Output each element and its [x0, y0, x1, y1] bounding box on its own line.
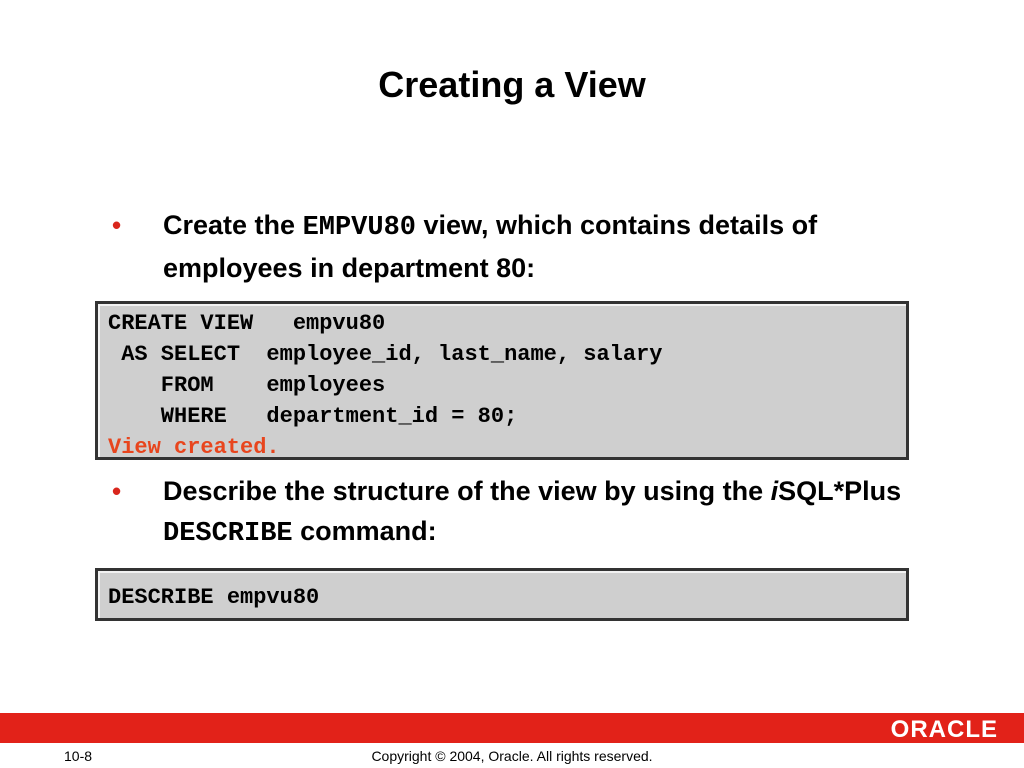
- code-line: AS SELECT employee_id, last_name, salary: [108, 342, 663, 367]
- footer-bar: [0, 713, 1024, 743]
- code-line: CREATE VIEW empvu80: [108, 311, 386, 336]
- slide-title: Creating a View: [378, 64, 646, 105]
- code-block-create-view: [95, 301, 909, 460]
- code-line: FROM employees: [108, 373, 386, 398]
- bullet-dot: •: [112, 476, 122, 506]
- inline-code: EMPVU80: [302, 213, 416, 243]
- bullet-text: Create the EMPVU80 view, which contains details of employees in department 80:: [163, 210, 818, 283]
- page-number: 10-8: [64, 748, 93, 764]
- code-line: DESCRIBE empvu80: [108, 585, 320, 610]
- code-block-describe: [95, 568, 909, 621]
- inline-code: DESCRIBE: [163, 519, 293, 549]
- oracle-logo: ORACLE: [890, 716, 998, 743]
- copyright: Copyright © 2004, Oracle. All rights reserved.: [371, 748, 653, 764]
- bullet-text: Describe the structure of the view by using the iSQL*Plus DESCRIBE command:: [163, 476, 902, 549]
- code-result: View created.: [108, 435, 280, 460]
- code-line: WHERE department_id = 80;: [108, 404, 518, 429]
- bullet-dot: •: [112, 210, 122, 240]
